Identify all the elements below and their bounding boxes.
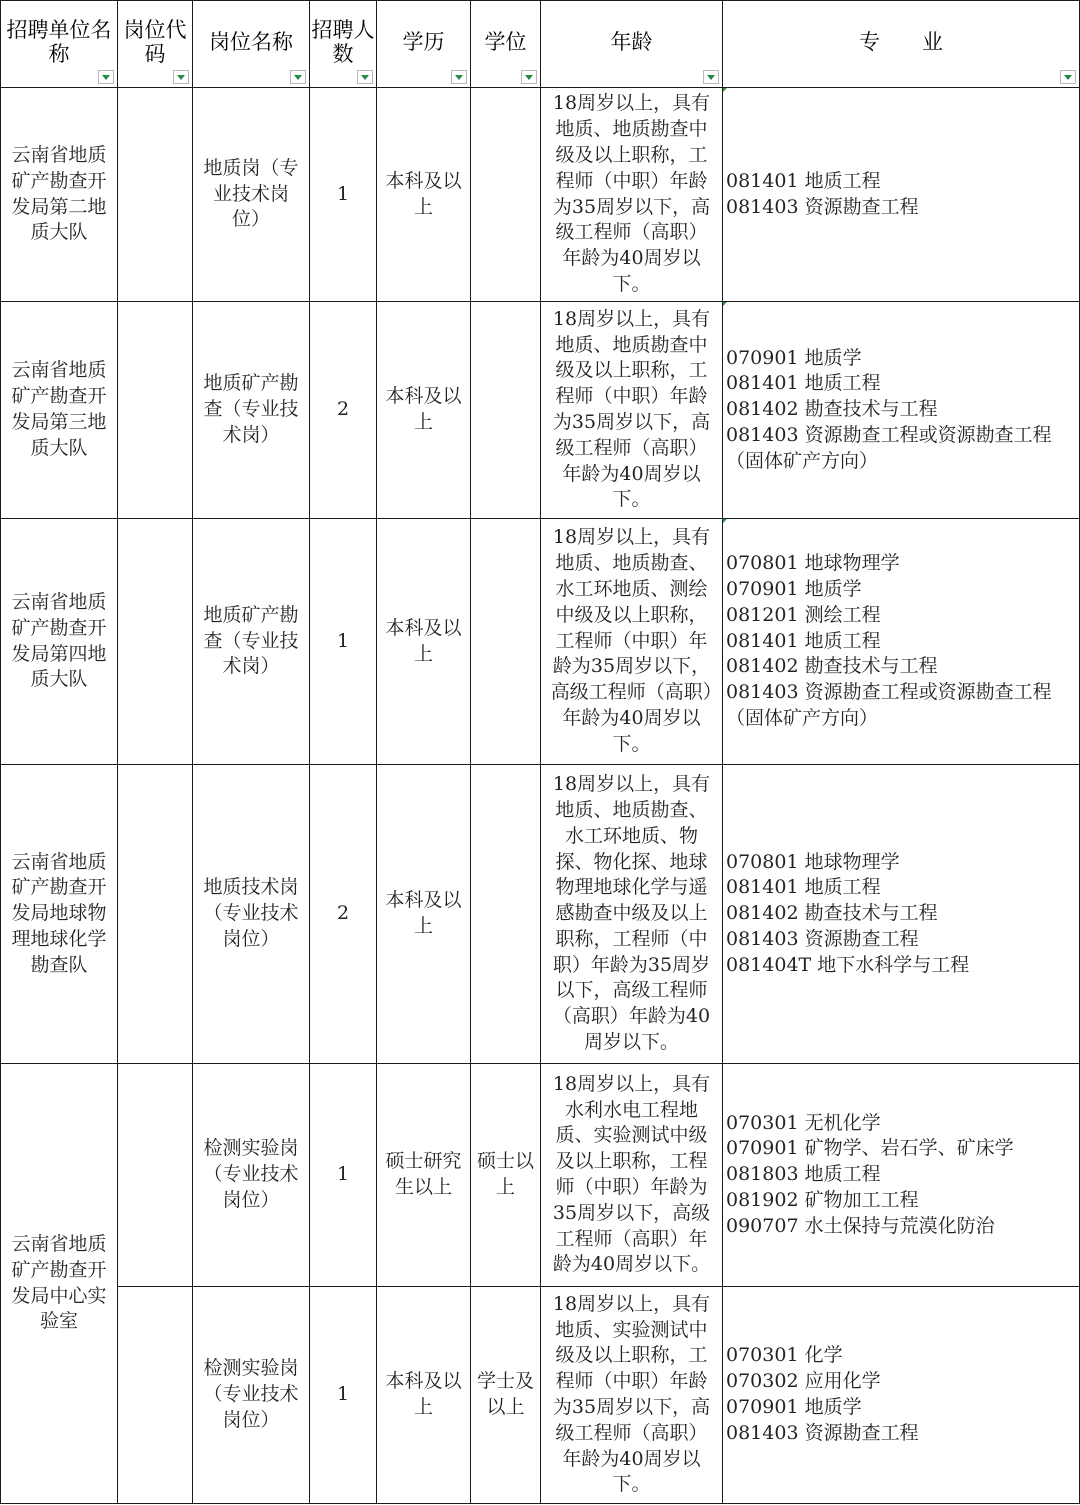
major-line: 070801 地球物理学 xyxy=(726,850,900,873)
code-cell[interactable] xyxy=(118,765,193,1064)
age-cell[interactable]: 18周岁以上，具有地质、实验测试中级及以上职称，工程师（中职）年龄为35周岁以下，高级工程师（高职）年龄为40周岁以下。 xyxy=(541,1287,723,1504)
major-line: 070901 地质学 xyxy=(726,346,862,369)
major-line: 081401 地质工程 xyxy=(726,169,881,192)
major-line: 070301 无机化学 xyxy=(726,1111,881,1134)
major-line: 081403 资源勘查工程 xyxy=(726,1421,919,1444)
education-cell[interactable]: 硕士研究生以上 xyxy=(377,1064,471,1287)
education-cell[interactable]: 本科及以上 xyxy=(377,88,471,302)
filter-dropdown-icon[interactable] xyxy=(290,70,306,84)
major-line: 081201 测绘工程 xyxy=(726,603,881,626)
majors-cell[interactable] xyxy=(723,519,1080,765)
major-line: 081403 资源勘查工程 xyxy=(726,195,919,218)
majors-cell[interactable] xyxy=(723,1287,1080,1504)
filter-dropdown-icon[interactable] xyxy=(703,70,719,84)
degree-cell[interactable]: 硕士以上 xyxy=(471,1064,541,1287)
header-count-label: 招聘人数 xyxy=(311,18,375,66)
degree-cell[interactable] xyxy=(471,88,541,302)
table-row xyxy=(1,765,1080,1064)
header-age-label: 年龄 xyxy=(610,30,653,54)
majors-cell[interactable] xyxy=(723,765,1080,1064)
table-row xyxy=(1,302,1080,519)
filter-dropdown-icon[interactable] xyxy=(357,70,373,84)
code-cell[interactable] xyxy=(118,519,193,765)
header-unit xyxy=(1,1,118,88)
table-row xyxy=(1,519,1080,765)
degree-cell[interactable] xyxy=(471,765,541,1064)
header-degree xyxy=(471,1,541,88)
position-cell[interactable]: 检测实验岗（专业技术岗位） xyxy=(193,1064,310,1287)
education-cell[interactable]: 本科及以上 xyxy=(377,519,471,765)
unit-cell[interactable]: 云南省地质矿产勘查开发局第四地质大队 xyxy=(1,519,118,765)
header-row xyxy=(1,1,1080,88)
filter-dropdown-icon[interactable] xyxy=(173,70,189,84)
major-line: 070901 矿物学、岩石学、矿床学 xyxy=(726,1137,1014,1160)
table-row xyxy=(1,88,1080,302)
major-line: 070302 应用化学 xyxy=(726,1370,881,1393)
header-age xyxy=(541,1,723,88)
header-count xyxy=(310,1,377,88)
count-cell[interactable]: 1 xyxy=(310,1064,377,1287)
age-cell[interactable]: 18周岁以上，具有水利水电工程地质、实验测试中级及以上职称，工程师（中职）年龄为35周岁以下，高级工程师（高职）年龄为40周岁以下。 xyxy=(541,1064,723,1287)
filter-dropdown-icon[interactable] xyxy=(1060,70,1076,84)
filter-dropdown-icon[interactable] xyxy=(521,70,537,84)
major-line: 070901 地质学 xyxy=(726,578,862,600)
age-cell[interactable]: 18周岁以上，具有地质、地质勘查中级及以上职称，工程师（中职）年龄为35周岁以下，高级工程师（高职）年龄为40周岁以下。 xyxy=(541,302,723,519)
major-line: 081403 资源勘查工程或资源勘查工程 xyxy=(726,423,1052,446)
majors-cell[interactable] xyxy=(723,88,1080,302)
major-line: 081404T 地下水科学与工程 xyxy=(726,953,970,976)
unit-cell[interactable]: 云南省地质矿产勘查开发局中心实验室 xyxy=(1,1064,118,1504)
age-cell[interactable]: 18周岁以上，具有地质、地质勘查、水工环地质、物探、物化探、地球物理地球化学与遥感勘查中级及以上职称，工程师（中职）年龄为35周岁以下，高级工程师（高职）年龄为40周岁以下。 xyxy=(541,765,723,1064)
unit-cell[interactable]: 云南省地质矿产勘查开发局第三地质大队 xyxy=(1,302,118,519)
filter-dropdown-icon[interactable] xyxy=(451,70,467,84)
degree-cell[interactable] xyxy=(471,302,541,519)
position-cell[interactable]: 地质矿产勘查（专业技术岗） xyxy=(193,302,310,519)
position-cell[interactable]: 地质技术岗（专业技术岗位） xyxy=(193,765,310,1064)
header-major xyxy=(723,1,1080,88)
code-cell[interactable] xyxy=(118,302,193,519)
header-position xyxy=(193,1,310,88)
major-line: 081402 勘查技术与工程 xyxy=(726,902,938,925)
education-cell[interactable]: 本科及以上 xyxy=(377,1287,471,1504)
header-education-label: 学历 xyxy=(402,30,445,54)
table-row xyxy=(1,1064,1080,1287)
code-cell[interactable] xyxy=(118,1064,193,1287)
major-line: 081403 资源勘查工程或资源勘查工程 xyxy=(726,681,1052,704)
major-line: 081401 地质工程 xyxy=(726,629,881,652)
major-line: （固体矿产方向） xyxy=(726,449,879,472)
majors-cell[interactable] xyxy=(723,1064,1080,1287)
position-cell[interactable]: 检测实验岗（专业技术岗位） xyxy=(193,1287,310,1504)
header-code xyxy=(118,1,193,88)
header-major-label: 专 业 xyxy=(859,30,943,54)
major-line: 081902 矿物加工工程 xyxy=(726,1188,919,1211)
position-cell[interactable]: 地质矿产勘查（专业技术岗） xyxy=(193,519,310,765)
count-cell[interactable]: 1 xyxy=(310,88,377,302)
major-line: 090707 水土保持与荒漠化防治 xyxy=(726,1214,995,1237)
position-cell[interactable]: 地质岗（专业技术岗位） xyxy=(193,88,310,302)
majors-cell[interactable] xyxy=(723,302,1080,519)
unit-cell[interactable]: 云南省地质矿产勘查开发局地球物理地球化学勘查队 xyxy=(1,765,118,1064)
code-cell[interactable] xyxy=(118,1287,193,1504)
major-line: （固体矿产方向） xyxy=(726,706,879,729)
count-cell[interactable]: 1 xyxy=(310,519,377,765)
major-line: 070301 化学 xyxy=(726,1344,843,1367)
header-education xyxy=(377,1,471,88)
degree-cell[interactable]: 学士及以上 xyxy=(471,1287,541,1504)
header-position-label: 岗位名称 xyxy=(209,30,293,54)
major-line: 081403 资源勘查工程 xyxy=(726,927,919,950)
age-cell[interactable]: 18周岁以上，具有地质、地质勘查中级及以上职称，工程师（中职）年龄为35周岁以下，高级工程师（高职）年龄为40周岁以下。 xyxy=(541,88,723,302)
major-line: 081803 地质工程 xyxy=(726,1163,881,1186)
header-code-label: 岗位代码 xyxy=(123,18,187,66)
major-line: 081402 勘查技术与工程 xyxy=(726,655,938,678)
code-cell[interactable] xyxy=(118,88,193,302)
major-line: 081402 勘查技术与工程 xyxy=(726,398,938,421)
major-line: 081401 地质工程 xyxy=(726,876,881,899)
count-cell[interactable]: 2 xyxy=(310,302,377,519)
count-cell[interactable]: 2 xyxy=(310,765,377,1064)
degree-cell[interactable] xyxy=(471,519,541,765)
age-cell[interactable]: 18周岁以上，具有地质、地质勘查、水工环地质、测绘中级及以上职称，工程师（中职）年龄为35周岁以下，高级工程师（高职）年龄为40周岁以下。 xyxy=(541,519,723,765)
major-line: 070901 地质学 xyxy=(726,1396,862,1418)
header-unit-label: 招聘单位名称 xyxy=(6,18,112,66)
education-cell[interactable]: 本科及以上 xyxy=(377,302,471,519)
table-row xyxy=(1,1287,1080,1504)
header-degree-label: 学位 xyxy=(484,30,527,54)
filter-dropdown-icon[interactable] xyxy=(98,70,114,84)
major-line: 070801 地球物理学 xyxy=(726,552,900,575)
unit-cell[interactable]: 云南省地质矿产勘查开发局第二地质大队 xyxy=(1,88,118,302)
count-cell[interactable]: 1 xyxy=(310,1287,377,1504)
major-line: 081401 地质工程 xyxy=(726,372,881,395)
education-cell[interactable]: 本科及以上 xyxy=(377,765,471,1064)
